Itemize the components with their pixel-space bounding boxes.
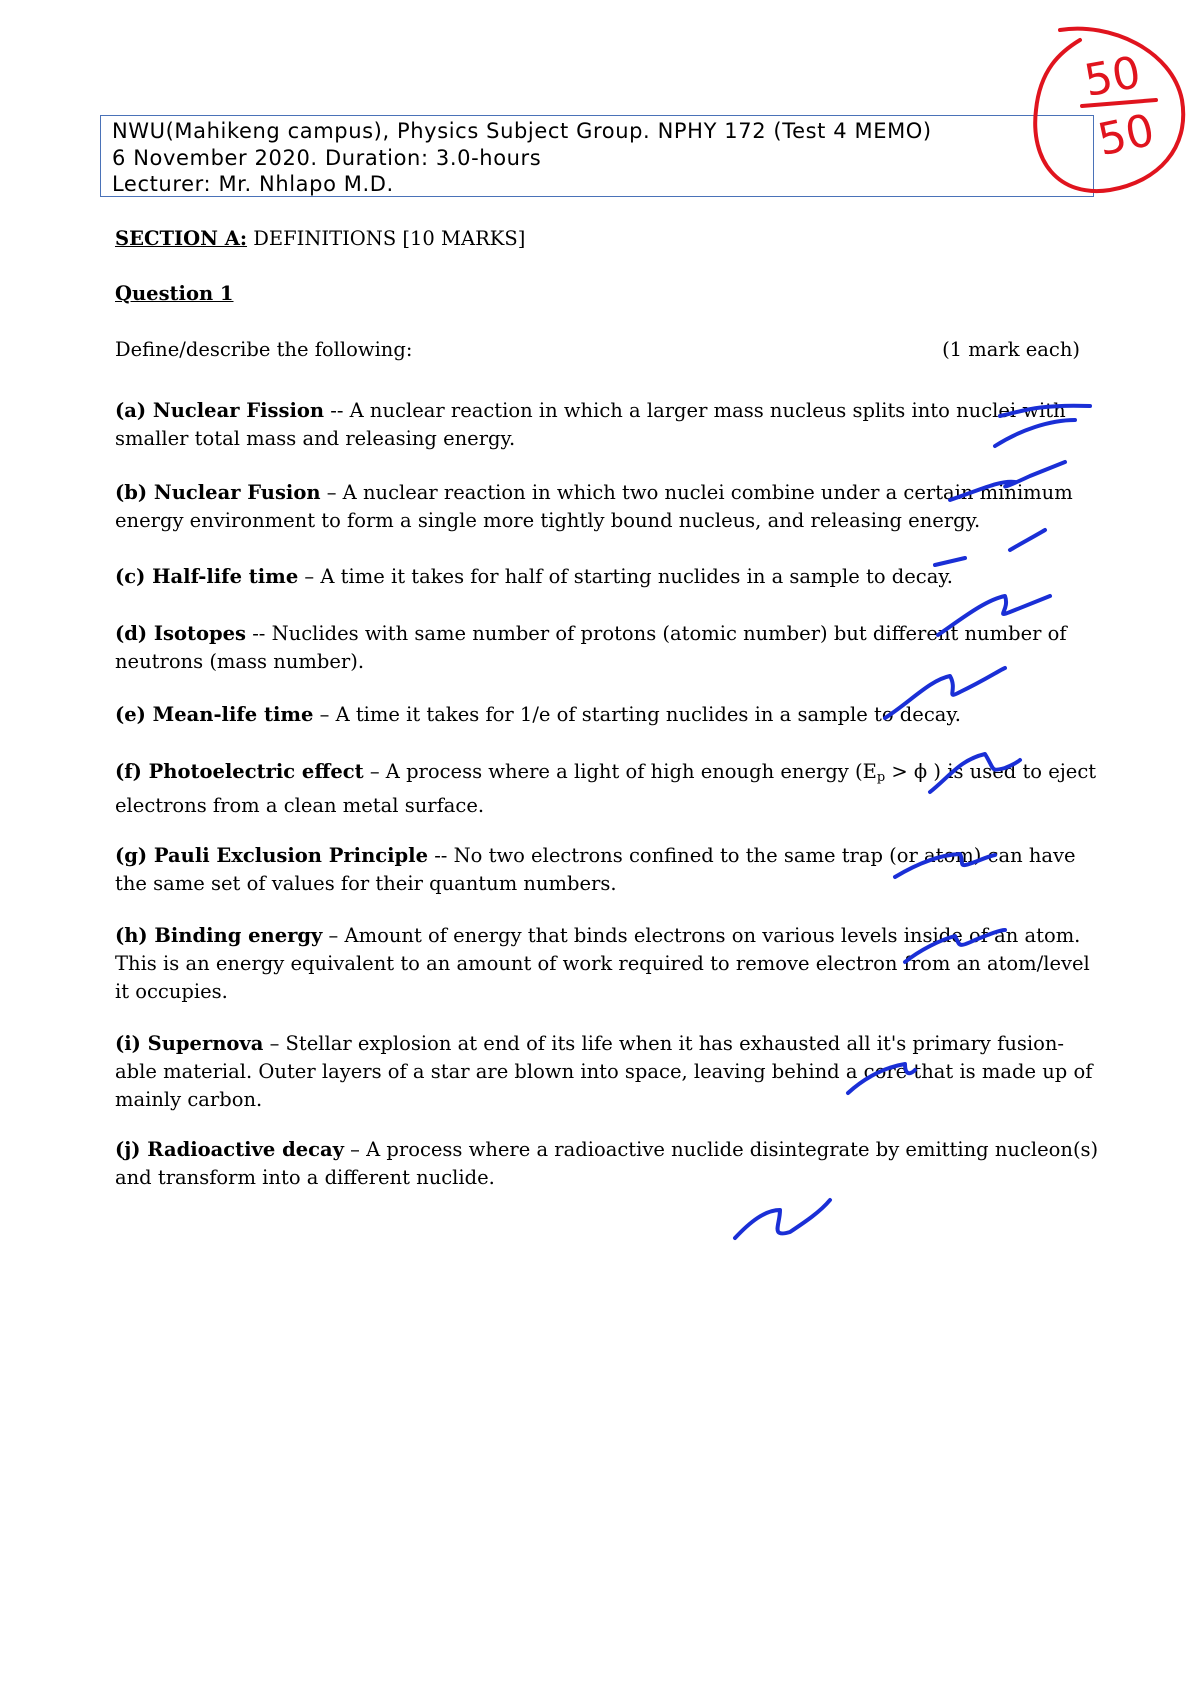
section-label: SECTION A: <box>115 227 248 250</box>
definition-item <box>115 1136 1100 1192</box>
definition-term: (g) Pauli Exclusion Principle <box>115 844 428 867</box>
definition-text: > ϕ ) is used to eject electrons from a clean metal surface. <box>115 760 1097 817</box>
definition-separator: – <box>298 565 321 588</box>
definition-separator: – <box>313 703 336 726</box>
definition-text: A process where a radioactive nuclide disintegrate by emitting nucleon(s) and transform into a different nuclide. <box>115 1138 1099 1189</box>
definition-separator: -- <box>324 399 350 422</box>
header-line-date: 6 November 2020. Duration: 3.0-hours <box>112 145 542 170</box>
definition-item <box>115 620 1100 676</box>
definition-item <box>115 397 1100 453</box>
definition-separator: – <box>343 1138 367 1161</box>
definition-separator: – <box>322 924 345 947</box>
definition-text: A time it takes for half of starting nuclides in a sample to decay. <box>320 565 953 588</box>
section-heading: DEFINITIONS [10 MARKS] <box>247 227 526 250</box>
definition-term: (d) Isotopes <box>115 622 247 645</box>
definition-text: A process where a light of high enough energy (E <box>385 760 877 783</box>
header-box <box>100 115 1094 197</box>
definition-separator: -- <box>428 844 454 867</box>
definition-text: No two electrons confined to the same trap (or atom) can have the same set of values for their quantum numbers. <box>115 844 1076 895</box>
header-line-lecturer: Lecturer: Mr. Nhlapo M.D. <box>112 172 394 196</box>
definition-text: A nuclear reaction in which a larger mass nucleus splits into nuclei with smaller total mass and releasing energy. <box>115 399 1066 450</box>
definition-text: A nuclear reaction in which two nuclei combine under a certain minimum energy environment to form a single more tightly bound nucleus, and releasing energy. <box>115 481 1073 532</box>
definition-item <box>115 922 1100 1006</box>
definition-text: Amount of energy that binds electrons on various levels inside of an atom. This is an energy equivalent to an amount of work required to remove electron from an atom/level it occupies. <box>115 924 1090 1003</box>
definition-subscript: p <box>876 770 886 785</box>
definition-term: (b) Nuclear Fusion <box>115 481 321 504</box>
definition-item <box>115 1030 1100 1114</box>
marks-note: (1 mark each) <box>942 338 1080 361</box>
definition-term: (f) Photoelectric effect <box>115 760 364 783</box>
definition-separator: – <box>320 481 343 504</box>
definition-term: (e) Mean-life time <box>115 703 314 726</box>
definition-item <box>115 758 1100 820</box>
grade-total: 50 <box>1093 104 1159 167</box>
header-line-institution: NWU(Mahikeng campus), Physics Subject Group. NPHY 172 (Test 4 MEMO) <box>112 119 932 143</box>
definition-item <box>115 563 1100 591</box>
definition-term: (j) Radioactive decay <box>115 1138 344 1161</box>
definition-term: (c) Half-life time <box>115 565 299 588</box>
grade-fraction-line <box>1082 100 1156 106</box>
grade-score: 50 <box>1080 47 1145 107</box>
definition-text: Nuclides with same number of protons (atomic number) but different number of neutrons (mass number). <box>115 622 1067 673</box>
section-title <box>115 225 525 253</box>
instruction-text: Define/describe the following: <box>115 338 413 361</box>
question-title: Question 1 <box>115 282 234 305</box>
definition-item <box>115 479 1100 535</box>
definition-separator: – <box>263 1032 286 1055</box>
definition-separator: -- <box>246 622 272 645</box>
check-mark-icon <box>735 1200 830 1238</box>
definition-term: (i) Supernova <box>115 1032 264 1055</box>
definition-separator: – <box>363 760 386 783</box>
definition-text: Stellar explosion at end of its life when it has exhausted all it's primary fusion-able material. Outer layers of a star are blown into space, leaving behind a core that is made up of mainly carbon. <box>115 1032 1093 1111</box>
definition-term: (a) Nuclear Fission <box>115 399 325 422</box>
check-mark-icon <box>935 530 1045 565</box>
definition-text: A time it takes for 1/e of starting nuclides in a sample to decay. <box>335 703 962 726</box>
definition-item <box>115 701 1100 729</box>
definition-item <box>115 842 1100 898</box>
definition-term: (h) Binding energy <box>115 924 323 947</box>
question-instruction <box>115 336 1080 364</box>
